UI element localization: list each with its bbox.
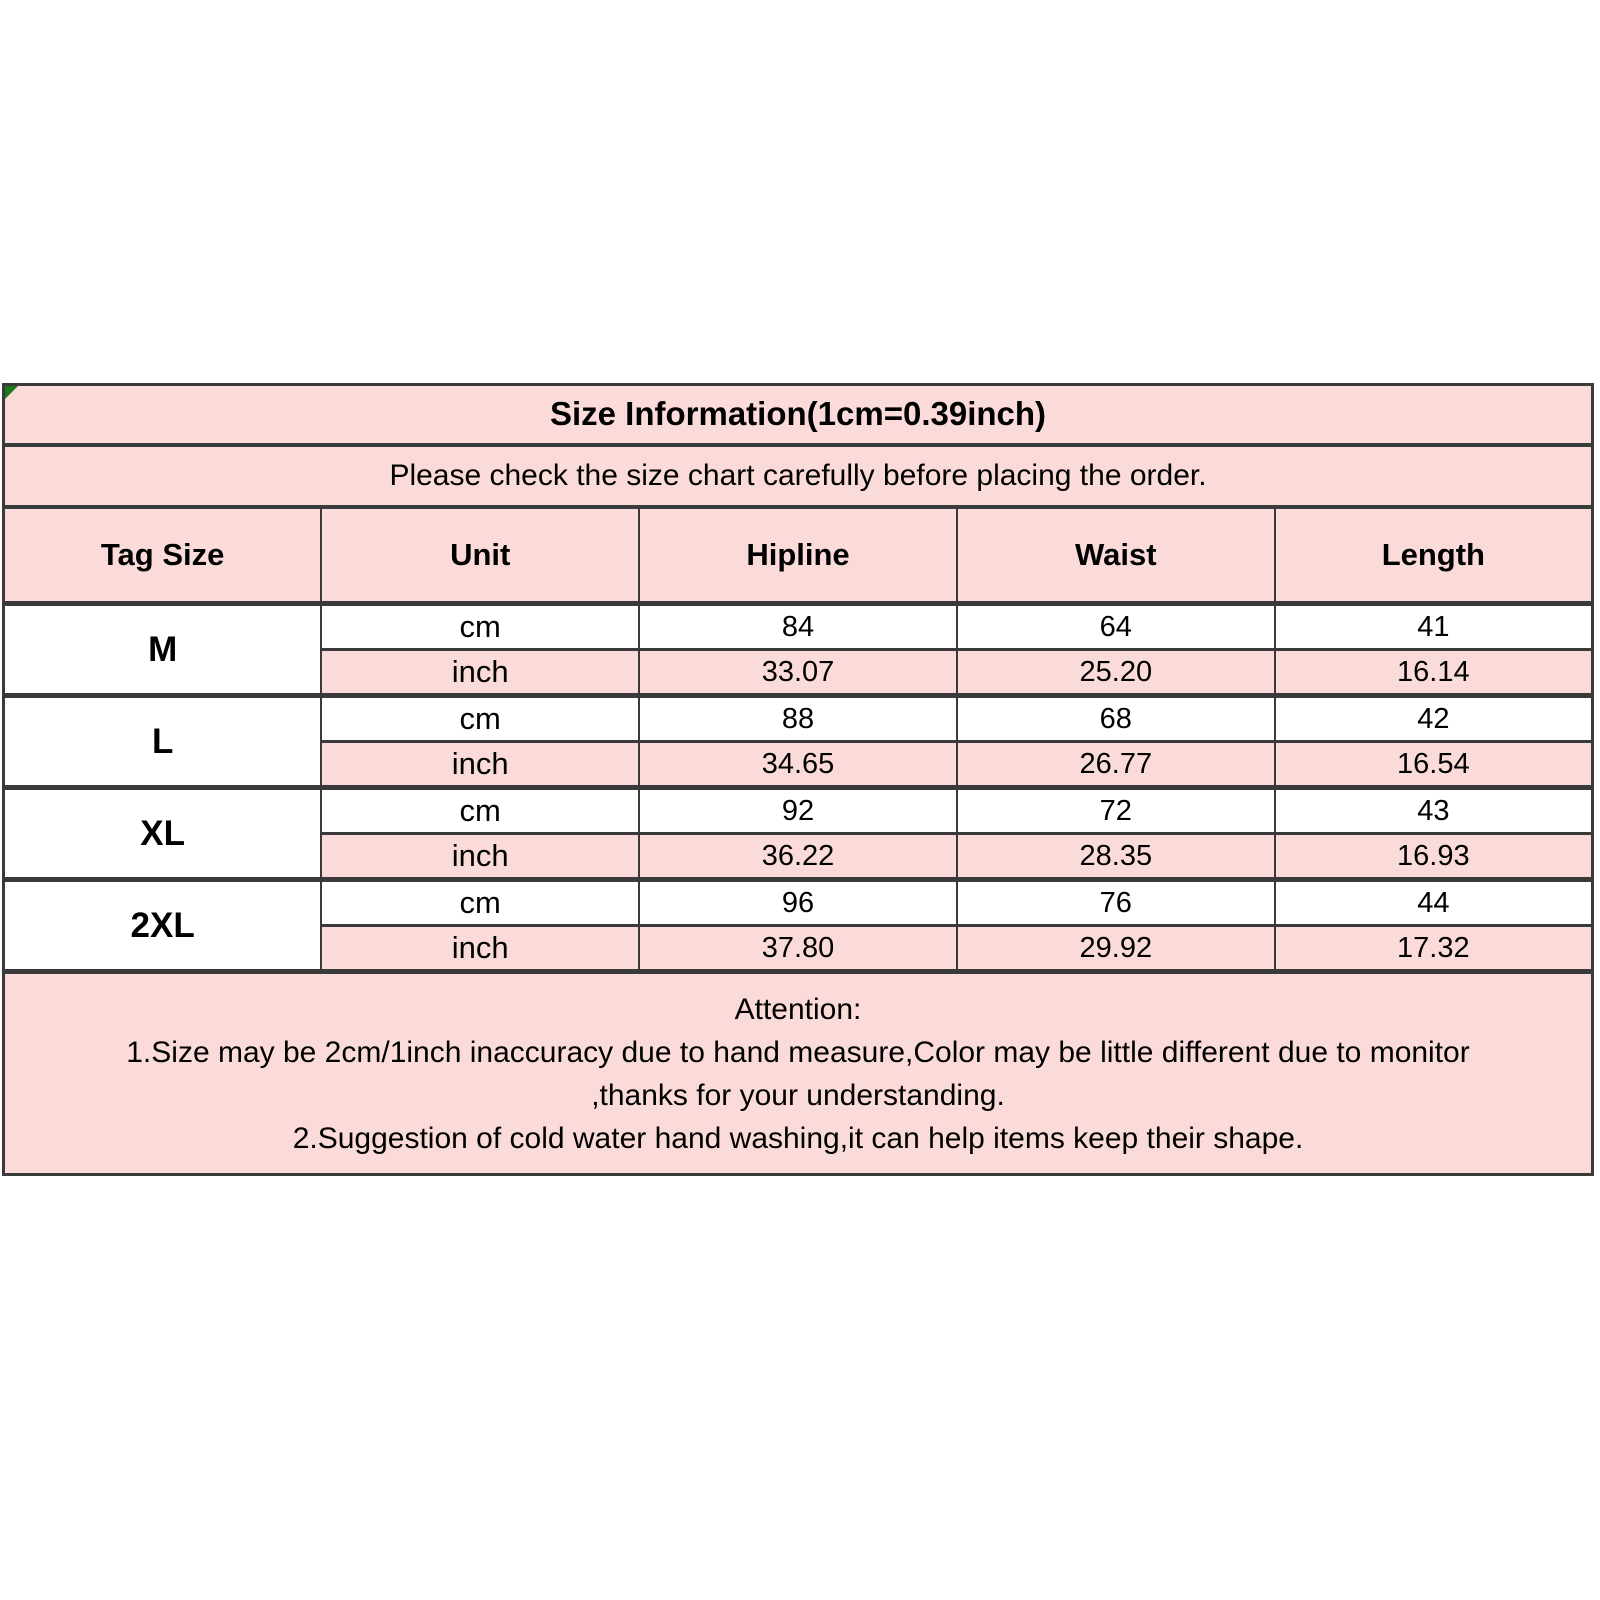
size-row-xl-cm — [4, 788, 1593, 834]
unit-label-cm: cm — [321, 604, 639, 650]
waist-value: 72 — [957, 788, 1275, 834]
green-corner-marker-icon — [5, 386, 18, 399]
waist-value: 28.35 — [957, 834, 1275, 880]
header-row — [4, 507, 1593, 604]
attention-line-3: 2.Suggestion of cold water hand washing,it can help items keep their shape. — [292, 1121, 1304, 1155]
col-header-length: Length — [1275, 507, 1593, 604]
unit-label-inch: inch — [321, 650, 639, 696]
unit-label-cm: cm — [321, 880, 639, 926]
length-value: 42 — [1275, 696, 1593, 742]
hipline-value: 84 — [639, 604, 957, 650]
attention-line-2: ,thanks for your understanding. — [591, 1078, 1005, 1112]
size-row-l-cm — [4, 696, 1593, 742]
waist-value: 76 — [957, 880, 1275, 926]
unit-label-inch: inch — [321, 742, 639, 788]
title-row — [4, 385, 1593, 445]
length-value: 16.14 — [1275, 650, 1593, 696]
length-value: 44 — [1275, 880, 1593, 926]
size-chart-sheet — [2, 383, 1594, 1176]
unit-label-cm: cm — [321, 788, 639, 834]
waist-value: 26.77 — [957, 742, 1275, 788]
waist-value: 29.92 — [957, 926, 1275, 972]
col-header-tag-size: Tag Size — [4, 507, 322, 604]
size-row-2xl-cm — [4, 880, 1593, 926]
length-value: 17.32 — [1275, 926, 1593, 972]
hipline-value: 88 — [639, 696, 957, 742]
attention-line-1: 1.Size may be 2cm/1inch inaccuracy due to hand measure,Color may be little different due to monitor — [126, 1035, 1470, 1069]
attention-row — [4, 972, 1593, 1175]
size-row-m-cm — [4, 604, 1593, 650]
attention-heading: Attention: — [734, 992, 862, 1026]
hipline-value: 92 — [639, 788, 957, 834]
length-value: 16.54 — [1275, 742, 1593, 788]
col-header-waist: Waist — [957, 507, 1275, 604]
tag-size-xl: XL — [4, 788, 322, 880]
hipline-value: 96 — [639, 880, 957, 926]
unit-label-inch: inch — [321, 834, 639, 880]
size-chart-subtitle: Please check the size chart carefully before placing the order. — [4, 445, 1593, 507]
unit-label-inch: inch — [321, 926, 639, 972]
unit-label-cm: cm — [321, 696, 639, 742]
length-value: 16.93 — [1275, 834, 1593, 880]
tag-size-2xl: 2XL — [4, 880, 322, 972]
size-chart-table — [2, 383, 1594, 1176]
hipline-value: 36.22 — [639, 834, 957, 880]
waist-value: 25.20 — [957, 650, 1275, 696]
hipline-value: 33.07 — [639, 650, 957, 696]
size-chart-title: Size Information(1cm=0.39inch) — [4, 385, 1593, 445]
subtitle-row — [4, 445, 1593, 507]
col-header-hipline: Hipline — [639, 507, 957, 604]
waist-value: 68 — [957, 696, 1275, 742]
length-value: 43 — [1275, 788, 1593, 834]
hipline-value: 34.65 — [639, 742, 957, 788]
waist-value: 64 — [957, 604, 1275, 650]
attention-block — [4, 972, 1593, 1175]
col-header-unit: Unit — [321, 507, 639, 604]
length-value: 41 — [1275, 604, 1593, 650]
tag-size-l: L — [4, 696, 322, 788]
hipline-value: 37.80 — [639, 926, 957, 972]
tag-size-m: M — [4, 604, 322, 696]
